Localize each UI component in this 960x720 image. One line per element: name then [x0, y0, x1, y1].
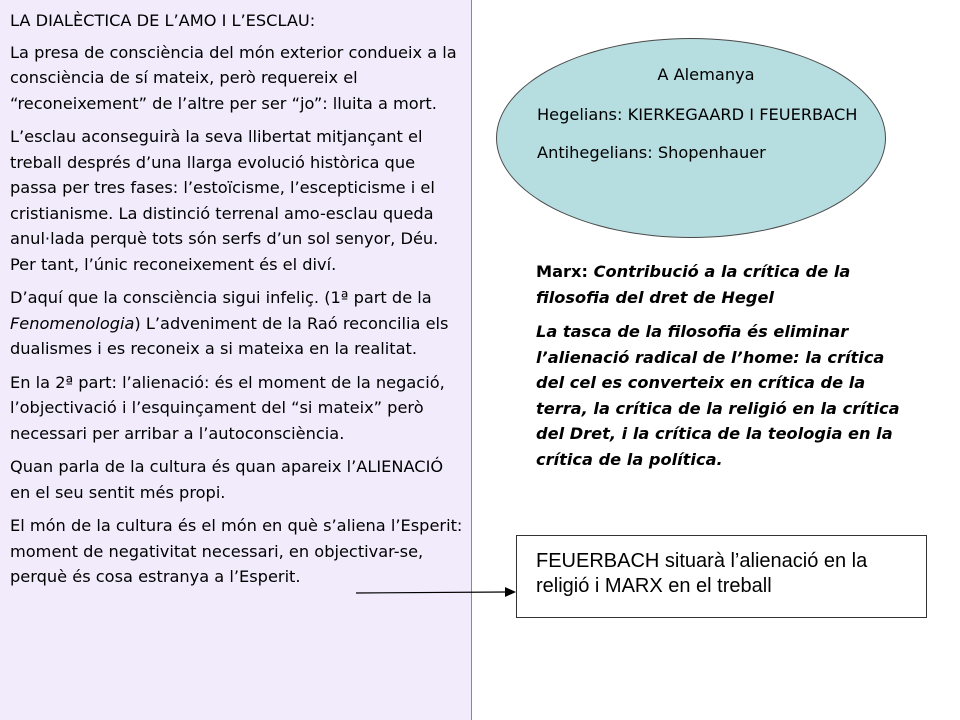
paragraph-world-of-culture: El món de la cultura és el món en què s’aliena l’Esperit: moment de negativitat necessari, en objectivar-se, perquè és cosa estranya a l’Esperit.	[10, 516, 463, 586]
marx-thesis: La tasca de la filosofia és eliminar l’alienació radical de l’home: la crítica del cel es converteix en crítica de la terra, la crítica de la religió en la crítica del Dret, i la crítica de la teologia en la crítica de la política.	[536, 322, 900, 469]
marx-label: Marx:	[536, 262, 588, 281]
paragraph-culture: Quan parla de la cultura és quan apareix l’ALIENACIÓ en el seu sentit més propi.	[10, 457, 444, 502]
antihegelians-line: Antihegelians: Shopenhauer	[537, 143, 766, 162]
section-title: LA DIALÈCTICA DE L’AMO I L’ESCLAU:	[10, 11, 316, 30]
p3-text-end: ) L’adveniment de la Raó reconcilia els dualismes i es reconeix a si mateixa en la realitat.	[10, 313, 449, 358]
paragraph-consciousness: La presa de consciència del món exterior condueix a la consciència de sí mateix, però requereix el “reconeixement” de l’altre per ser “jo”: lluita a mort.	[10, 42, 457, 113]
conclusion-box: FEUERBACH situarà l’alienació en la religió i MARX en el treball	[516, 535, 927, 618]
marx-heading	[536, 259, 916, 310]
marx-section	[536, 259, 916, 481]
paragraph-unhappy-consciousness	[10, 285, 463, 362]
ellipse-title: A Alemanya	[657, 65, 755, 84]
phenomenology-title: Fenomenologia	[10, 313, 135, 333]
marx-work-title: Contribució a la crítica de la filosofia del dret de Hegel	[536, 262, 851, 307]
p3-text-start: D’aquí que la consciència sigui infeliç. (1ª part de la	[10, 288, 432, 307]
hegelians-line: Hegelians: KIERKEGAARD I FEUERBACH	[537, 105, 858, 124]
left-text-panel	[0, 0, 472, 720]
paragraph-slave-freedom: L’esclau aconseguirà la seva llibertat mitjançant el treball després d’una llarga evolució històrica que passa per tres fases: l’estoïcisme, l’escepticisme i el cristianisme. La distinció terrenal amo-esclau queda anul·lada perquè tots són serfs d’un sol senyor, Déu. Per tant, l’únic reconeixement és el diví.	[10, 127, 439, 274]
paragraph-alienation: En la 2ª part: l’alienació: és el moment de la negació, l’objectivació i l’esquinçament del “si mateix” però necessari per arribar a l’autoconsciència.	[10, 372, 445, 443]
germany-ellipse	[496, 38, 886, 238]
arrow-connector	[356, 582, 516, 602]
